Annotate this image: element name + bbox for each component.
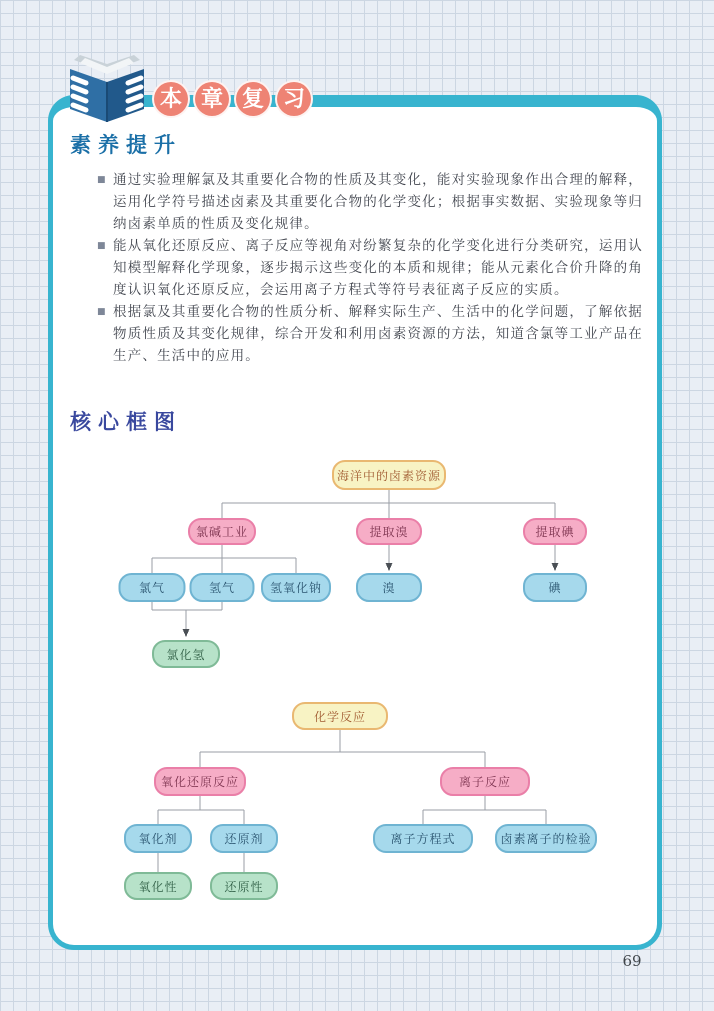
bullet-text: 能从氧化还原反应、离子反应等视角对纷繁复杂的化学变化进行分类研究，运用认知模型解释化学现象，逐步揭示这些变化的本质和规律；能从元素化合价升降的角度认识氧化还原反应，会运用离子方程式等符号表征离子反应的实质。 <box>113 238 643 298</box>
flowchart-node-chemical-reaction: 化学反应 <box>292 702 388 730</box>
flowchart-node-extract-bromine: 提取溴 <box>356 518 422 545</box>
square-bullet-icon: ■ <box>97 241 107 251</box>
page-number: 69 <box>622 952 642 970</box>
flowchart-node-hydrogen-chloride: 氯化氢 <box>152 640 220 668</box>
flowchart-node-oxidizing-property: 氧化性 <box>124 872 192 900</box>
section-title-competency: 素养提升 <box>70 134 182 157</box>
square-bullet-icon: ■ <box>97 307 107 317</box>
flowchart-node-redox-reaction: 氧化还原反应 <box>154 767 246 796</box>
chapter-review-badge <box>152 80 313 118</box>
bullet-text: 通过实验理解氯及其重要化合物的性质及其变化，能对实验现象作出合理的解释，运用化学符号描述卤素及其重要化合物的化学变化；根据事实数据、实验现象等归纳卤素单质的性质及变化规律。 <box>113 172 643 232</box>
badge-char: 章 <box>193 80 231 118</box>
flowchart-node-marine-halogen-resources: 海洋中的卤素资源 <box>332 460 446 490</box>
flowchart-node-chlorine-gas: 氯气 <box>119 573 186 602</box>
section-title-core-diagram: 核心框图 <box>70 411 182 434</box>
flowchart-node-ionic-equation: 离子方程式 <box>373 824 473 853</box>
flowchart-node-bromine: 溴 <box>356 573 422 602</box>
book-icon <box>60 54 154 126</box>
flowchart-node-hydrogen-gas: 氢气 <box>190 573 255 602</box>
bullet-item <box>97 169 643 235</box>
bullet-item <box>97 301 643 367</box>
competency-bullet-list <box>97 169 643 367</box>
flowchart-node-ionic-reaction: 离子反应 <box>440 767 530 796</box>
flowchart-node-reductant: 还原剂 <box>210 824 278 853</box>
badge-char: 习 <box>275 80 313 118</box>
flowchart-node-chlor-alkali-industry: 氯碱工业 <box>188 518 256 545</box>
flowchart-node-halide-ion-test: 卤素离子的检验 <box>495 824 597 853</box>
flowchart-node-iodine: 碘 <box>523 573 587 602</box>
bullet-item <box>97 235 643 301</box>
badge-char: 复 <box>234 80 272 118</box>
square-bullet-icon: ■ <box>97 175 107 185</box>
badge-char: 本 <box>152 80 190 118</box>
flowchart-node-oxidant: 氧化剂 <box>124 824 192 853</box>
bullet-text: 根据氯及其重要化合物的性质分析、解释实际生产、生活中的化学问题，了解依据物质性质及其变化规律，综合开发和利用卤素资源的方法，知道含氯等工业产品在生产、生活中的应用。 <box>113 304 643 364</box>
flowchart-node-sodium-hydroxide: 氢氧化钠 <box>261 573 331 602</box>
flowchart-node-reducing-property: 还原性 <box>210 872 278 900</box>
flowchart-node-extract-iodine: 提取碘 <box>523 518 587 545</box>
